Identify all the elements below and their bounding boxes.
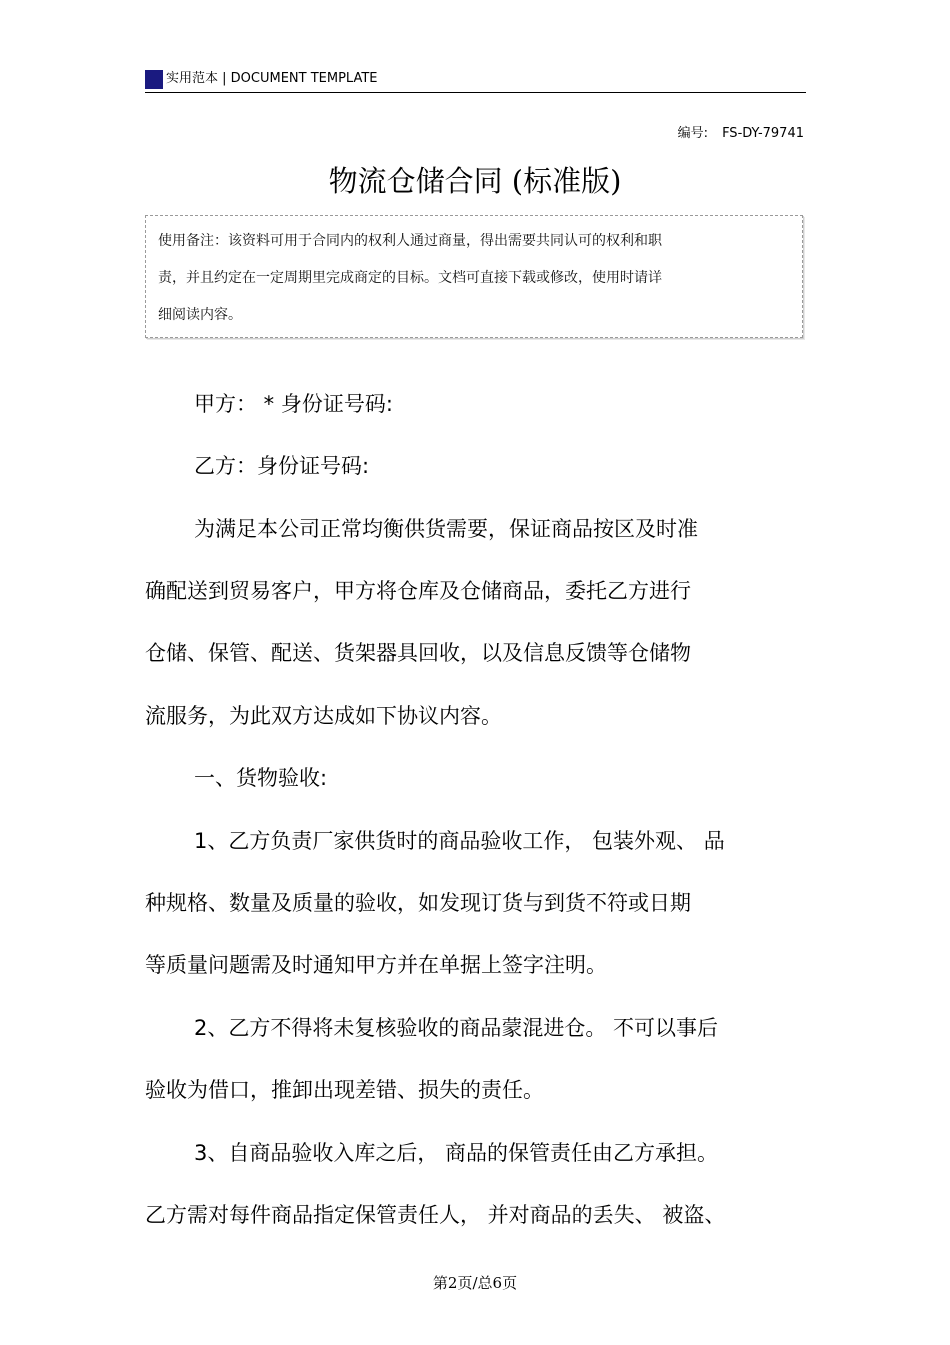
party-b-line: 乙方：身份证号码: <box>194 454 370 478</box>
paragraph-line: 等质量问题需及时通知甲方并在单据上签字注明。 <box>145 953 607 977</box>
paragraph-line: 验收为借口，推卸出现差错、损失的责任。 <box>145 1078 544 1102</box>
document-number <box>678 126 804 142</box>
document-title: 物流仓储合同 (标准版) <box>328 164 622 198</box>
header-logo-square <box>145 70 163 89</box>
usage-note-box <box>145 215 803 338</box>
header-divider <box>145 92 806 93</box>
paragraph-line: 仓储、保管、配送、货架器具回收，以及信息反馈等仓储物 <box>145 641 691 665</box>
page-footer: 第2页/总6页 <box>432 1274 518 1292</box>
usage-note-line: 使用备注：该资料可用于合同内的权利人通过商量，得出需要共同认可的权利和职 <box>158 233 662 249</box>
paragraph-line: 2、乙方不得将未复核验收的商品蒙混进仓。 不可以事后 <box>194 1016 719 1040</box>
paragraph-line: 1、乙方负责厂家供货时的商品验收工作， 包装外观、 品 <box>194 829 725 853</box>
paragraph-line: 确配送到贸易客户，甲方将仓库及仓储商品，委托乙方进行 <box>145 579 691 603</box>
usage-note-line: 责，并且约定在一定周期里完成商定的目标。文档可直接下载或修改，使用时请详 <box>158 270 662 286</box>
section-heading: 一、货物验收: <box>194 766 328 790</box>
paragraph-line: 3、自商品验收入库之后， 商品的保管责任由乙方承担。 <box>194 1141 719 1165</box>
paragraph-line: 乙方需对每件商品指定保管责任人， 并对商品的丢失、 被盗、 <box>145 1203 726 1227</box>
party-a-line: 甲方： * 身份证号码: <box>194 392 393 416</box>
paragraph-line: 流服务，为此双方达成如下协议内容。 <box>145 704 502 728</box>
paragraph-line: 种规格、数量及质量的验收，如发现订货与到货不符或日期 <box>145 891 691 915</box>
header-label: 实用范本 | DOCUMENT TEMPLATE <box>166 71 378 86</box>
document-number-label: 编号: <box>677 126 709 141</box>
paragraph-line: 为满足本公司正常均衡供货需要，保证商品按区及时准 <box>194 517 698 541</box>
document-number-value: FS-DY-79741 <box>722 126 804 141</box>
usage-note-line: 细阅读内容。 <box>158 307 242 323</box>
